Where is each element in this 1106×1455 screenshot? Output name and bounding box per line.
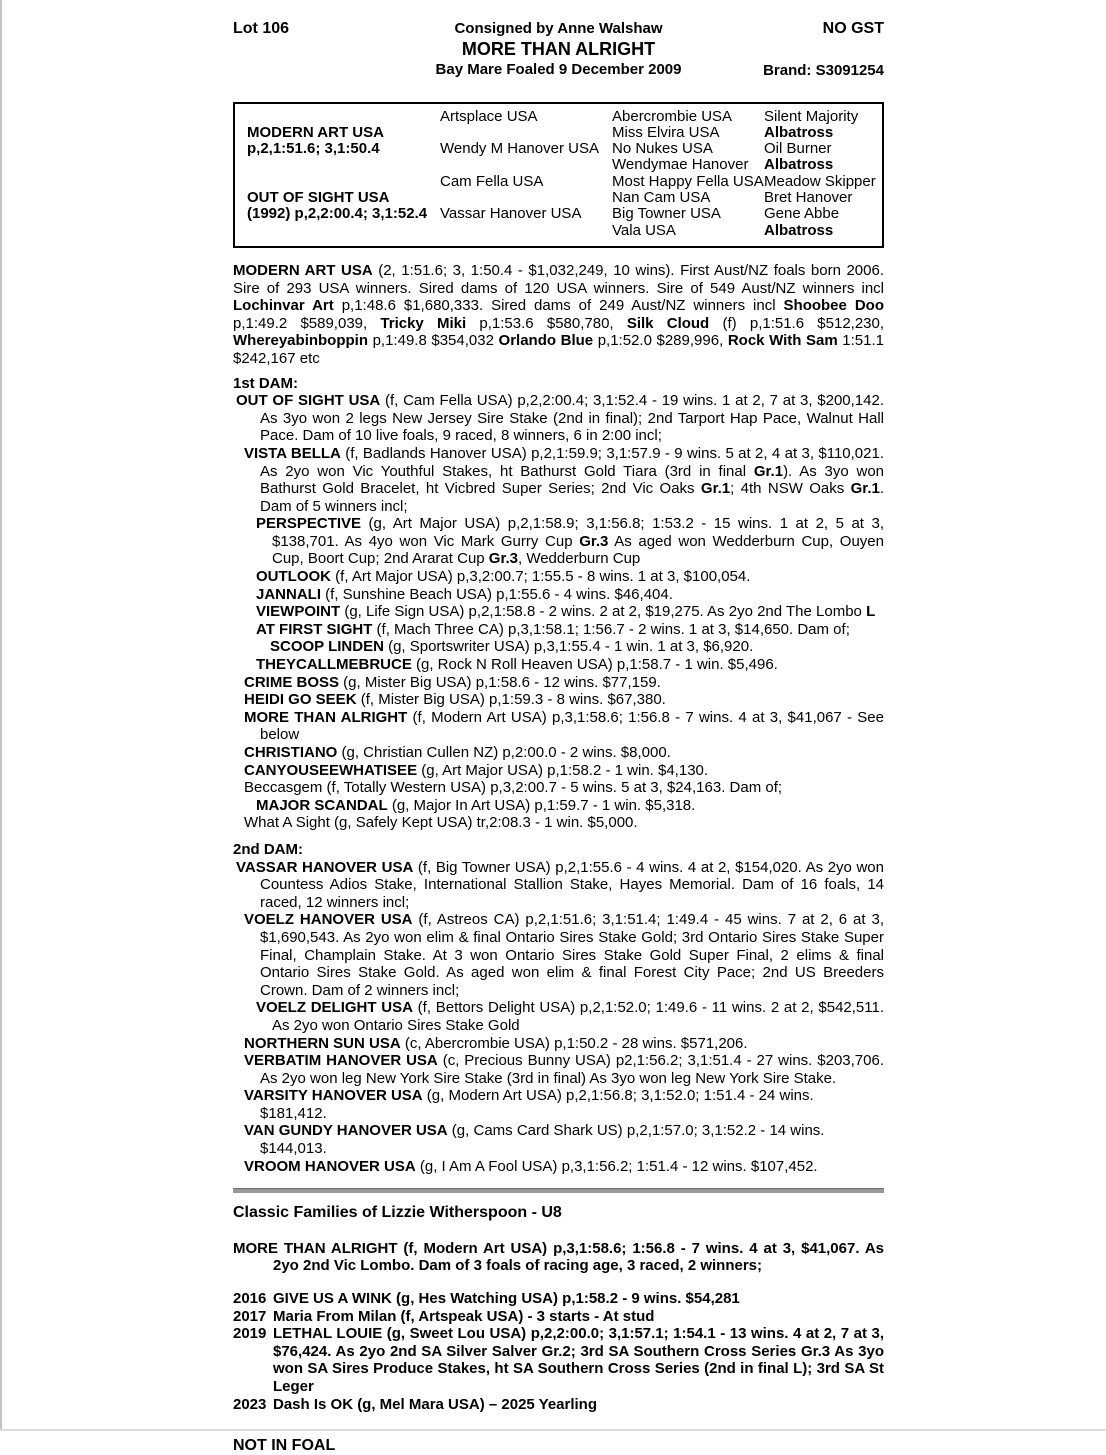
- page-content: [233, 20, 884, 1455]
- gg-parent-cell: Silent Majority: [764, 107, 859, 125]
- foal-year: 2023: [233, 1395, 267, 1413]
- foal-entry-row: [233, 1396, 884, 1414]
- great-grandparent-cell: Vala USA: [612, 221, 676, 239]
- grandparent-cell: Wendy M Hanover USA: [440, 140, 599, 158]
- classic-families-heading: Classic Families of Lizzie Witherspoon - U8: [233, 1204, 562, 1222]
- sire-summary: MODERN ART USA (2, 1:51.6; 3, 1:50.4 - $1,032,249, 10 wins). First Aust/NZ foals born 2006. Sire of 293 USA winners. Sired dams of 120 USA winners. Sire of 549 Aust/NZ winners incl Lochinvar Art p,1:48.6 $1,680,333. Sired dams of 249 Aust/NZ winners incl Shoobee Doo p,1:49.2 $589,039, Tricky Miki p,1:53.6 $580,780, Silk Cloud (f) p,1:51.6 $512,230, Whereyabinboppin p,1:49.8 $354,032 Orlando Blue p,1:52.0 $289,996, Rock With Sam 1:51.1 $242,167 etc: [233, 261, 885, 367]
- dam-block: [247, 174, 440, 239]
- horse-entry: SCOOP LINDEN (g, Sportswriter USA) p,3,1:55.4 - 1 win. 1 at 3, $6,920.: [270, 638, 754, 656]
- horse-entry: HEIDI GO SEEK (f, Mister Big USA) p,1:59.3 - 8 wins. $67,380.: [244, 691, 666, 709]
- horse-entry: VISTA BELLA (f, Badlands Hanover USA) p,2,1:59.9; 3,1:57.9 - 9 wins. 5 at 2, 4 at 3, $110,021. As 2yo won Vic Youthful Stakes, ht Bathurst Gold Tiara (3rd in final Gr.1). As 3yo won Bathurst Gold Bracelet, ht Vicbred Super Series; 2nd Vic Oaks Gr.1; 4th NSW Oaks Gr.1. Dam of 5 winners incl;: [244, 444, 885, 515]
- great-grandparent-cell: Big Towner USA: [612, 205, 721, 223]
- horse-entry: MAJOR SCANDAL (g, Major In Art USA) p,1:59.7 - 1 win. $5,318.: [256, 796, 696, 814]
- lot-number: Lot 106: [233, 20, 290, 37]
- page-header: [233, 20, 884, 80]
- great-grandparent-cell: Miss Elvira USA: [612, 123, 720, 141]
- horse-entry: VAN GUNDY HANOVER USA (g, Cams Card Shark US) p,2,1:57.0; 3,1:52.2 - 14 wins. $144,013.: [244, 1122, 825, 1158]
- header-right: [724, 20, 884, 80]
- horse-entry: CHRISTIANO (g, Christian Cullen NZ) p,2:00.0 - 2 wins. $8,000.: [244, 744, 671, 761]
- horse-entry: VOELZ DELIGHT USA (f, Bettors Delight USA) p,2,1:52.0; 1:49.6 - 11 wins. 2 at 2, $542,511. As 2yo won Ontario Sires Stake Gold: [256, 999, 885, 1034]
- foal-entry-row: [233, 1325, 884, 1395]
- gg-parent-cell: Albatross: [764, 221, 834, 239]
- consignor: Consigned by Anne Walshaw: [454, 20, 663, 37]
- grandparent-cell: Vassar Hanover USA: [440, 205, 582, 223]
- horse-entry: PERSPECTIVE (g, Art Major USA) p,2,1:58.9; 3,1:56.8; 1:53.2 - 15 wins. 1 at 2, 5 at 3, $138,701. As 4yo won Vic Mark Gurry Cup Gr.3 As aged won Wedderburn Cup, Ouyen Cup, Boort Cup; 2nd Ararat Cup Gr.3, Wedderburn Cup: [256, 515, 884, 568]
- foal-entry-text: GIVE US A WINK (g, Hes Watching USA) p,1:58.2 - 9 wins. $54,281: [273, 1290, 740, 1308]
- foal-year: 2019: [233, 1325, 267, 1343]
- dam-name: OUT OF SIGHT USA: [247, 189, 390, 207]
- foal-year: 2016: [233, 1290, 267, 1308]
- gg-parent-cell: Albatross: [764, 156, 834, 174]
- second-dam-heading: 2nd DAM:: [233, 840, 303, 858]
- great-grandparent-cell: Nan Cam USA: [612, 189, 711, 207]
- sire-record: p,2,1:51.6; 3,1:50.4: [247, 140, 380, 158]
- horse-entry: NORTHERN SUN USA (c, Abercrombie USA) p,1:50.2 - 28 wins. $571,206.: [244, 1034, 748, 1052]
- horse-entry: VIEWPOINT (g, Life Sign USA) p,2,1:58.8 - 2 wins. 2 at 2, $19,275. As 2yo 2nd The Lombo L: [256, 603, 876, 621]
- grandparent-cell: Artsplace USA: [440, 107, 538, 125]
- horse-entry: VASSAR HANOVER USA (f, Big Towner USA) p,2,1:55.6 - 4 wins. 4 at 2, $154,020. As 2yo won Countess Adios Stake, International Stallion Stake, Hayes Memorial. Dam of 16 foals, 14 raced, 12 winners incl;: [236, 858, 884, 911]
- foal-status: NOT IN FOAL: [233, 1437, 336, 1455]
- sire-block: [247, 109, 440, 174]
- horse-entry: MORE THAN ALRIGHT (f, Modern Art USA) p,3,1:58.6; 1:56.8 - 7 wins. 4 at 3, $41,067 - See below: [244, 708, 884, 744]
- gg-parent-cell: Gene Abbe: [764, 205, 840, 223]
- great-grandparent-cell: Most Happy Fella USA: [612, 172, 764, 190]
- horse-entry: VERBATIM HANOVER USA (c, Precious Bunny USA) p2,1:56.2; 3,1:51.4 - 27 wins. $203,706. As 2yo won leg New York Sire Stake (3rd in final) As 3yo won leg New York Sire Stake.: [244, 1052, 884, 1087]
- horse-entry: AT FIRST SIGHT (f, Mach Three CA) p,3,1:58.1; 1:56.7 - 2 wins. 1 at 3, $14,650. Dam of;: [256, 620, 850, 638]
- foal-entry-row: [233, 1308, 884, 1326]
- foal-entry-text: Maria From Milan (f, Artspeak USA) - 3 starts - At stud: [273, 1307, 655, 1325]
- dam-record: (1992) p,2,2:00.4; 3,1:52.4: [247, 205, 428, 223]
- horse-entry: CANYOUSEEWHATISEE (g, Art Major USA) p,1:58.2 - 1 win. $4,130.: [244, 761, 709, 779]
- great-grandparent-cell: No Nukes USA: [612, 140, 713, 158]
- great-grandparent-cell: Wendymae Hanover: [612, 156, 749, 174]
- brand-number: Brand: S3091254: [763, 62, 884, 79]
- foal-entry-row: [233, 1290, 884, 1308]
- first-dam-heading: 1st DAM:: [233, 374, 299, 392]
- horse-entry: Beccasgem (f, Totally Western USA) p,3,2:00.7 - 5 wins. 5 at 3, $24,163. Dam of;: [244, 779, 783, 797]
- gg-parent-cell: Oil Burner: [764, 140, 832, 158]
- horse-name: MORE THAN ALRIGHT: [461, 38, 656, 59]
- foal-year: 2017: [233, 1307, 267, 1325]
- horse-entry: THEYCALLMEBRUCE (g, Rock N Roll Heaven USA) p,1:58.7 - 1 win. $5,496.: [256, 656, 778, 674]
- pedigree-details: [233, 262, 884, 1175]
- pedigree-table: [233, 102, 884, 248]
- gg-parent-cell: Bret Hanover: [764, 189, 853, 207]
- gg-parent-cell: Albatross: [764, 123, 834, 141]
- horse-entry: What A Sight (g, Safely Kept USA) tr,2:08.3 - 1 win. $5,000.: [244, 814, 638, 832]
- horse-entry: VARSITY HANOVER USA (g, Modern Art USA) p,2,1:56.8; 3,1:52.0; 1:51.4 - 24 wins. $181,412.: [244, 1087, 814, 1122]
- horse-entry: OUTLOOK (f, Art Major USA) p,3,2:00.7; 1:55.5 - 8 wins. 1 at 3, $100,054.: [256, 568, 751, 586]
- horse-entry: VROOM HANOVER USA (g, I Am A Fool USA) p,3,1:56.2; 1:51.4 - 12 wins. $107,452.: [244, 1157, 818, 1175]
- classic-family-list: [233, 1240, 884, 1413]
- gg-parent-cell: Meadow Skipper: [764, 172, 876, 190]
- horse-entry: VOELZ HANOVER USA (f, Astreos CA) p,2,1:51.6; 3,1:51.4; 1:49.4 - 45 wins. 7 at 2, 6 at 3, $1,690,543. As 2yo won elim & final Ontario Sires Stake Gold; 3rd Ontario Sires Stake Super Final, Champlain Stake. At 3 won Ontario Sires Stake Gold Super Final, 2 elims & final Ontario Sires Stake Gold. As aged won elim & final Forest City Pace; 2nd US Breeders Crown. Dam of 2 winners incl;: [244, 911, 884, 999]
- foal-entry-text: LETHAL LOUIE (g, Sweet Lou USA) p,2,2:00.0; 3,1:57.1; 1:54.1 - 13 wins. 4 at 2, 7 at 3, $76,424. As 2yo 2nd SA Silver Salver Gr.2; 3rd SA Southern Cross Series Gr.3 As 3yo won SA Sires Produce Stakes, ht SA Southern Cross Series (2nd in final L); 3rd SA St Leger: [273, 1325, 884, 1395]
- great-grandparent-cell: Abercrombie USA: [612, 107, 733, 125]
- header-center: [393, 20, 724, 80]
- horse-entry: OUT OF SIGHT USA (f, Cam Fella USA) p,2,2:00.4; 3,1:52.4 - 19 wins. 1 at 2, 7 at 3, $200,142. As 3yo won 2 legs New Jersey Sire Stake (2nd in final); 2nd Tarport Hap Pace, Walnut Hall Pace. Dam of 10 live foals, 9 raced, 8 winners, 6 in 2:00 incl;: [236, 392, 884, 445]
- horse-entry: JANNALI (f, Sunshine Beach USA) p,1:55.6 - 4 wins. $46,404.: [256, 585, 673, 603]
- grandparent-cell: Cam Fella USA: [440, 172, 544, 190]
- horse-entry: CRIME BOSS (g, Mister Big USA) p,1:58.6 - 12 wins. $77,159.: [244, 673, 661, 691]
- section-divider: [233, 1188, 884, 1193]
- foaling-info: Bay Mare Foaled 9 December 2009: [435, 60, 682, 78]
- sire-name: MODERN ART USA: [247, 123, 384, 141]
- subject-mare-summary: MORE THAN ALRIGHT (f, Modern Art USA) p,3,1:58.6; 1:56.8 - 7 wins. 4 at 3, $41,067. As 2yo 2nd Vic Lombo. Dam of 3 foals of racing age, 3 raced, 2 winners;: [233, 1239, 884, 1275]
- gst-status: NO GST: [822, 20, 884, 37]
- foal-entry-text: Dash Is OK (g, Mel Mara USA) – 2025 Yearling: [273, 1395, 598, 1413]
